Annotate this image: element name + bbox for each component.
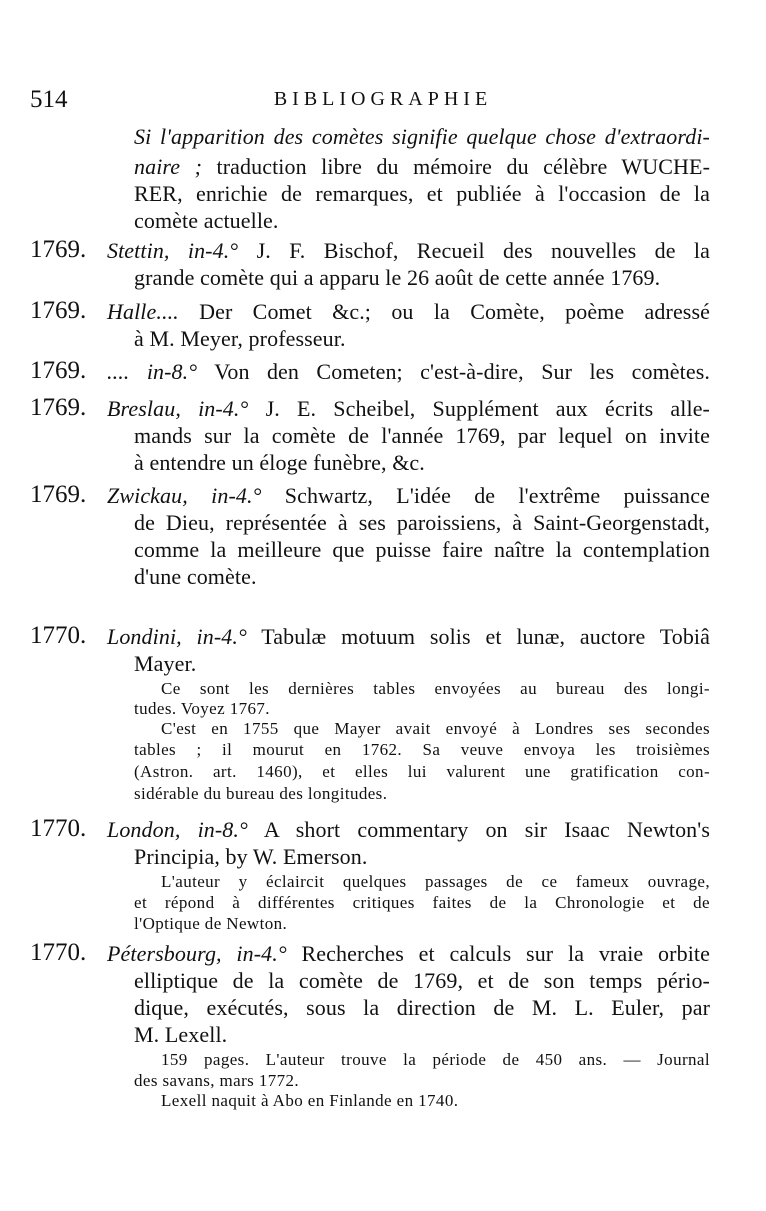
entry-text: J. E. Scheibel, Supplément aux écrits alle- (265, 396, 710, 421)
entry-line: à entendre un éloge funèbre, &c. (134, 450, 425, 475)
entry-line (107, 483, 710, 509)
entry-line (107, 238, 710, 264)
entry-line (107, 941, 710, 967)
entry-note: sidérable du bureau des longitudes. (134, 784, 388, 803)
entry-text: Der Comet &c.; ou la Comète, poème adressé (199, 299, 710, 324)
entry-line-italic: naire ; (134, 154, 203, 179)
entry-line (107, 624, 710, 650)
entry-line: mands sur la comète de l'année 1769, par lequel on invite (134, 423, 710, 448)
entry-text: A short commentary on sir Isaac Newton's (263, 817, 710, 842)
entry-line: comme la meilleure que puisse faire naître la contemplation (134, 537, 710, 562)
entry-place: Zwickau, in-4.° (107, 483, 262, 508)
entry-year: 1769. (30, 357, 87, 384)
entry-note: et répond à différentes critiques faites de la Chronologie et de (134, 893, 710, 912)
entry-line: Si l'apparition des comètes signifie quelque chose d'extraordi- (134, 124, 710, 149)
entry-note: tudes. Voyez 1767. (134, 699, 270, 718)
entry-line: Principia, by W. Emerson. (134, 844, 368, 869)
entry-year: 1770. (30, 815, 87, 842)
entry-note: C'est en 1755 que Mayer avait envoyé à Londres ses secondes (161, 719, 710, 738)
entry-place: Pétersbourg, in-4.° (107, 941, 287, 966)
entry-note: l'Optique de Newton. (134, 914, 288, 933)
entry-text: Recherches et calculs sur la vraie orbite (301, 941, 710, 966)
entry-line: d'une comète. (134, 564, 257, 589)
entry-place: Halle.... (107, 299, 179, 324)
entry-place: Stettin, in-4.° (107, 238, 239, 263)
entry-year: 1770. (30, 622, 87, 649)
entry-place: London, in-8.° (107, 817, 248, 842)
entry-line: dique, exécutés, sous la direction de M. L. Euler, par (134, 995, 710, 1020)
entry-note: Lexell naquit à Abo en Finlande en 1740. (161, 1091, 459, 1110)
entry-note: des savans, mars 1772. (134, 1071, 300, 1090)
entry-note: 159 pages. L'auteur trouve la période de 450 ans. — Journal (161, 1050, 710, 1069)
running-title: BIBLIOGRAPHIE (273, 88, 493, 110)
entry-note: tables ; il mourut en 1762. Sa veuve envoya les troisièmes (134, 740, 710, 759)
entry-text: Tabulæ motuum solis et lunæ, auctore Tobiâ (261, 624, 710, 649)
entry-year: 1769. (30, 236, 87, 263)
entry-year: 1770. (30, 939, 87, 966)
entry-line: RER, enrichie de remarques, et publiée à l'occasion de la (134, 181, 710, 206)
entry-text: Schwartz, L'idée de l'extrême puissance (284, 483, 710, 508)
entry-note: (Astron. art. 1460), et elles lui valurent une gratification con- (134, 762, 710, 781)
entry-line (107, 396, 710, 422)
entry-note: Ce sont les dernières tables envoyées au bureau des longi- (161, 679, 710, 698)
entry-place: .... in-8.° (107, 359, 198, 384)
entry-line (107, 359, 710, 385)
entry-line: à M. Meyer, professeur. (134, 326, 346, 351)
entry-text: J. F. Bischof, Recueil des nouvelles de la (256, 238, 711, 263)
entry-note: L'auteur y éclaircit quelques passages de ce fameux ouvrage, (161, 872, 710, 891)
entry-line: comète actuelle. (134, 208, 279, 233)
page-number: 514 (30, 86, 68, 113)
entry-line (107, 817, 710, 843)
entry-line: Mayer. (134, 651, 197, 676)
entry-line-roman: traduction libre du mémoire du célèbre WUCHE- (202, 154, 710, 179)
entry-line (134, 154, 710, 180)
entry-year: 1769. (30, 394, 87, 421)
entry-place: Londini, in-4.° (107, 624, 247, 649)
entry-text: Von den Cometen; c'est-à-dire, Sur les comètes. (214, 359, 710, 384)
entry-line: de Dieu, représentée à ses paroissiens, à Saint-Georgenstadt, (134, 510, 710, 535)
entry-line: M. Lexell. (134, 1022, 228, 1047)
entry-line (107, 299, 710, 325)
entry-place: Breslau, in-4.° (107, 396, 249, 421)
entry-line: elliptique de la comète de 1769, et de son temps pério- (134, 968, 710, 993)
entry-year: 1769. (30, 297, 87, 324)
entry-line: grande comète qui a apparu le 26 août de cette année 1769. (134, 265, 661, 290)
entry-year: 1769. (30, 481, 87, 508)
